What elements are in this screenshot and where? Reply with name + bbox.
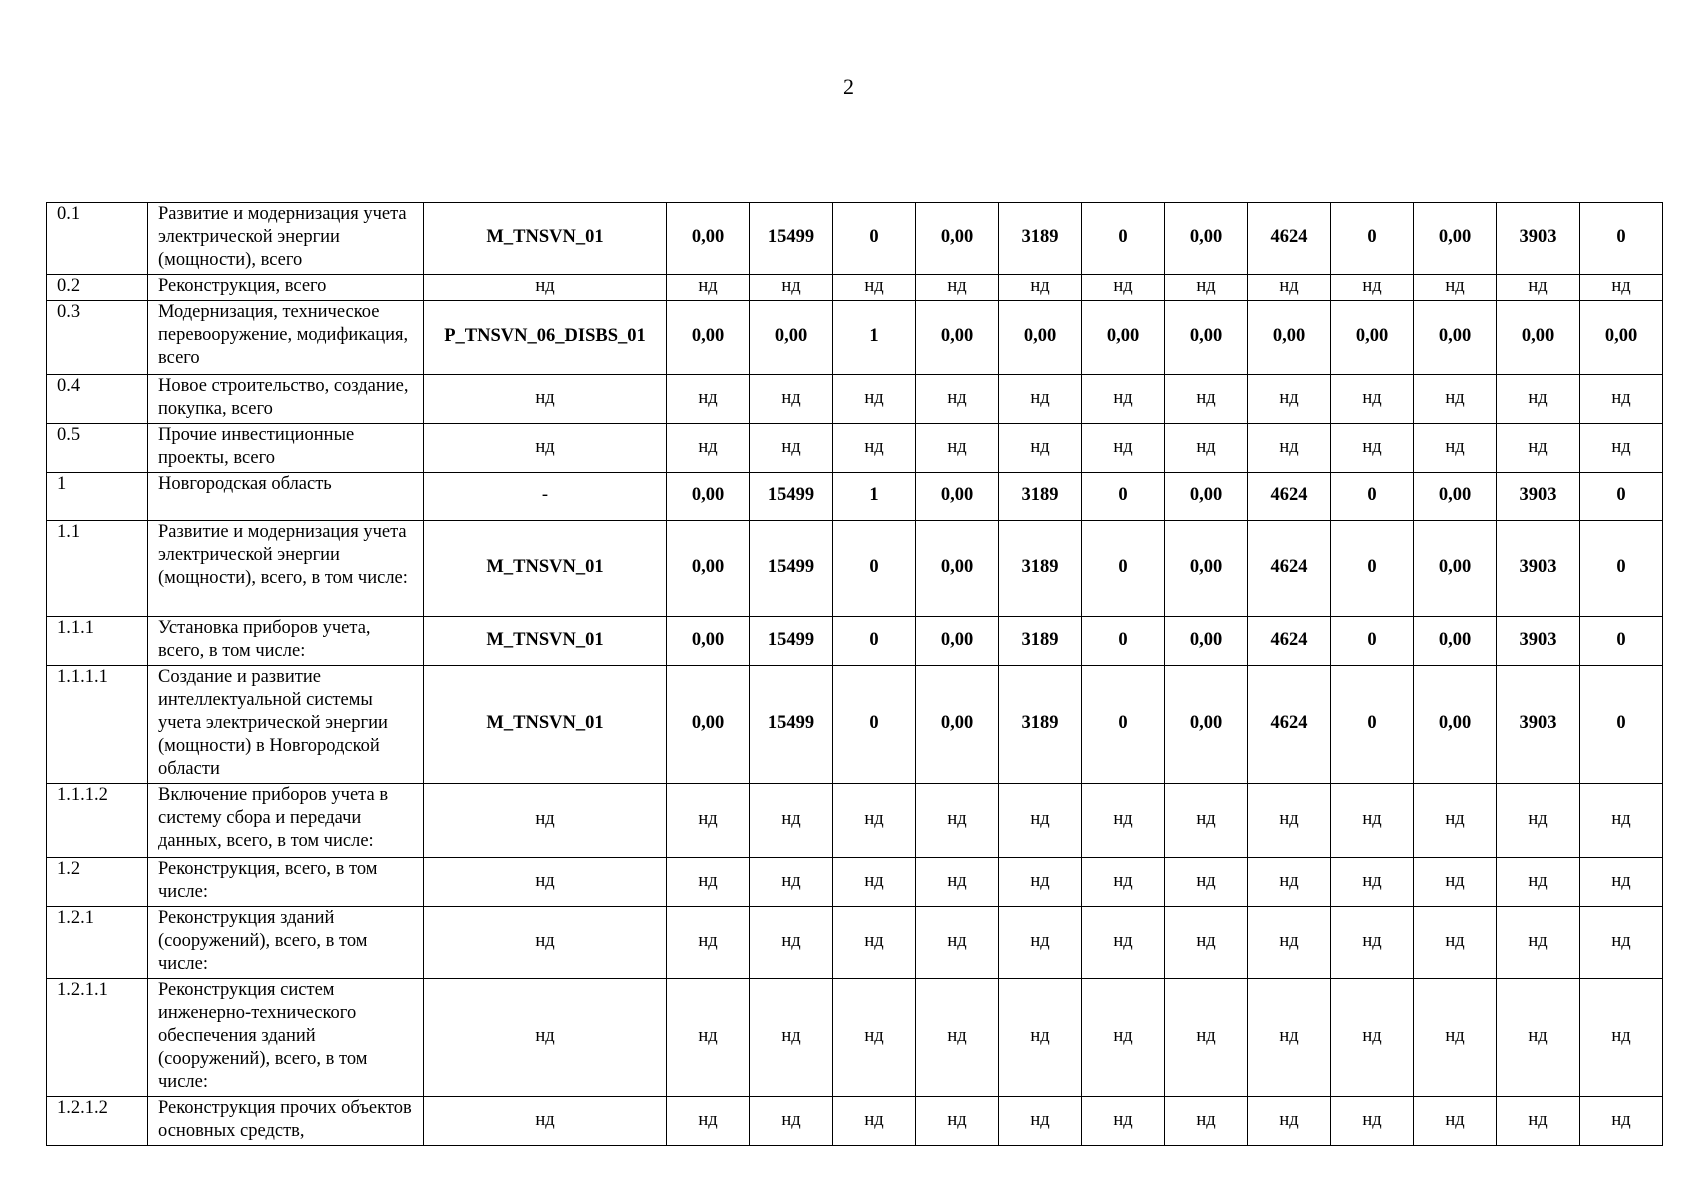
value-cell: 0 — [833, 666, 916, 784]
value-cell: 0,00 — [916, 521, 999, 617]
value-cell: 3903 — [1497, 617, 1580, 666]
value-cell: 0 — [1580, 473, 1663, 521]
table-row — [47, 473, 1663, 521]
row-name-cell: Развитие и модернизация учета электрической энергии (мощности), всего — [148, 203, 424, 275]
value-cell: 0 — [1082, 203, 1165, 275]
value-cell: нд — [1082, 858, 1165, 907]
row-number-cell: 0.1 — [47, 203, 148, 275]
table-row — [47, 1097, 1663, 1146]
value-cell: 0,00 — [1165, 203, 1248, 275]
value-cell: нд — [1414, 375, 1497, 424]
row-number-cell: 0.5 — [47, 424, 148, 473]
value-cell: нд — [750, 424, 833, 473]
row-name-cell: Реконструкция, всего — [148, 275, 424, 301]
value-cell: 0,00 — [916, 666, 999, 784]
table-row — [47, 784, 1663, 858]
value-cell: нд — [1580, 979, 1663, 1097]
row-number-cell: 1.2.1.1 — [47, 979, 148, 1097]
value-cell: 0,00 — [1331, 301, 1414, 375]
value-cell: нд — [1165, 1097, 1248, 1146]
value-cell: 0 — [1082, 617, 1165, 666]
value-cell: нд — [999, 858, 1082, 907]
table-body — [47, 203, 1663, 1146]
value-cell: 4624 — [1248, 666, 1331, 784]
value-cell: 0,00 — [667, 617, 750, 666]
value-cell: нд — [1414, 979, 1497, 1097]
value-cell: нд — [1580, 907, 1663, 979]
value-cell: нд — [1414, 275, 1497, 301]
value-cell: нд — [833, 1097, 916, 1146]
value-cell: 0 — [1580, 666, 1663, 784]
value-cell: 0 — [1331, 666, 1414, 784]
value-cell: 0,00 — [1414, 473, 1497, 521]
value-cell: нд — [1248, 1097, 1331, 1146]
value-cell: 0,00 — [1165, 301, 1248, 375]
value-cell: 1 — [833, 473, 916, 521]
value-cell: 0,00 — [1497, 301, 1580, 375]
value-cell: нд — [750, 275, 833, 301]
value-cell: 0,00 — [1414, 666, 1497, 784]
value-cell: 0,00 — [916, 203, 999, 275]
value-cell: нд — [1248, 907, 1331, 979]
value-cell: нд — [833, 979, 916, 1097]
value-cell: нд — [1414, 907, 1497, 979]
value-cell: нд — [667, 858, 750, 907]
value-cell: нд — [1414, 1097, 1497, 1146]
row-number-cell: 1.2.1.2 — [47, 1097, 148, 1146]
value-cell: 0,00 — [1414, 617, 1497, 666]
value-cell: нд — [999, 275, 1082, 301]
row-number-cell: 1.1.1.2 — [47, 784, 148, 858]
value-cell: нд — [1082, 979, 1165, 1097]
row-number-cell: 1.2 — [47, 858, 148, 907]
value-cell: нд — [1248, 979, 1331, 1097]
row-name-cell: Реконструкция систем инженерно-технического обеспечения зданий (сооружений), всего, в том числе: — [148, 979, 424, 1097]
row-number-cell: 1.1 — [47, 521, 148, 617]
row-number-cell: 0.4 — [47, 375, 148, 424]
project-id-cell: нд — [424, 979, 667, 1097]
value-cell: нд — [999, 907, 1082, 979]
value-cell: нд — [1580, 424, 1663, 473]
value-cell: нд — [1331, 784, 1414, 858]
value-cell: нд — [916, 275, 999, 301]
project-id-cell: P_TNSVN_06_DISBS_01 — [424, 301, 667, 375]
project-id-cell: нд — [424, 375, 667, 424]
row-name-cell: Новгородская область — [148, 473, 424, 521]
value-cell: 4624 — [1248, 521, 1331, 617]
value-cell: нд — [1082, 1097, 1165, 1146]
value-cell: нд — [833, 858, 916, 907]
value-cell: нд — [916, 979, 999, 1097]
value-cell: нд — [1082, 907, 1165, 979]
value-cell: 0,00 — [1165, 521, 1248, 617]
row-name-cell: Реконструкция зданий (сооружений), всего, в том числе: — [148, 907, 424, 979]
value-cell: нд — [1331, 375, 1414, 424]
value-cell: нд — [1082, 784, 1165, 858]
value-cell: нд — [1165, 275, 1248, 301]
value-cell: нд — [1165, 784, 1248, 858]
table-row — [47, 858, 1663, 907]
value-cell: нд — [1580, 1097, 1663, 1146]
value-cell: нд — [1331, 858, 1414, 907]
value-cell: 0,00 — [916, 301, 999, 375]
value-cell: нд — [833, 424, 916, 473]
value-cell: нд — [1497, 275, 1580, 301]
value-cell: 0 — [1331, 203, 1414, 275]
table-row — [47, 301, 1663, 375]
row-number-cell: 1.1.1.1 — [47, 666, 148, 784]
value-cell: нд — [1082, 424, 1165, 473]
value-cell: нд — [916, 907, 999, 979]
value-cell: нд — [1331, 907, 1414, 979]
value-cell: 0,00 — [667, 473, 750, 521]
value-cell: нд — [667, 1097, 750, 1146]
value-cell: 0 — [1082, 473, 1165, 521]
value-cell: нд — [999, 979, 1082, 1097]
value-cell: нд — [1082, 375, 1165, 424]
value-cell: нд — [916, 1097, 999, 1146]
value-cell: нд — [1165, 858, 1248, 907]
value-cell: 0 — [1331, 617, 1414, 666]
value-cell: 0 — [833, 203, 916, 275]
row-name-cell: Создание и развитие интеллектуальной системы учета электрической энергии (мощности) в Новгородской области — [148, 666, 424, 784]
row-number-cell: 0.2 — [47, 275, 148, 301]
value-cell: 0,00 — [1082, 301, 1165, 375]
value-cell: нд — [1414, 424, 1497, 473]
value-cell: нд — [667, 275, 750, 301]
value-cell: 0,00 — [667, 203, 750, 275]
row-name-cell: Реконструкция прочих объектов основных средств, — [148, 1097, 424, 1146]
value-cell: 15499 — [750, 473, 833, 521]
value-cell: 0 — [1082, 521, 1165, 617]
value-cell: 3903 — [1497, 203, 1580, 275]
value-cell: нд — [1331, 424, 1414, 473]
value-cell: нд — [916, 424, 999, 473]
row-number-cell: 1 — [47, 473, 148, 521]
value-cell: 0 — [1580, 203, 1663, 275]
value-cell: нд — [750, 375, 833, 424]
row-name-cell: Включение приборов учета в систему сбора и передачи данных, всего, в том числе: — [148, 784, 424, 858]
row-name-cell: Прочие инвестиционные проекты, всего — [148, 424, 424, 473]
value-cell: 15499 — [750, 521, 833, 617]
value-cell: нд — [916, 375, 999, 424]
value-cell: нд — [1248, 784, 1331, 858]
value-cell: 3903 — [1497, 521, 1580, 617]
value-cell: нд — [750, 907, 833, 979]
value-cell: нд — [1248, 275, 1331, 301]
project-id-cell: нд — [424, 784, 667, 858]
table-row — [47, 521, 1663, 617]
value-cell: 3189 — [999, 203, 1082, 275]
project-id-cell: нд — [424, 424, 667, 473]
project-id-cell: M_TNSVN_01 — [424, 617, 667, 666]
value-cell: нд — [1497, 907, 1580, 979]
value-cell: нд — [750, 858, 833, 907]
table-row — [47, 203, 1663, 275]
value-cell: нд — [1497, 858, 1580, 907]
table-row — [47, 375, 1663, 424]
value-cell: 0,00 — [667, 666, 750, 784]
row-name-cell: Реконструкция, всего, в том числе: — [148, 858, 424, 907]
value-cell: нд — [916, 858, 999, 907]
value-cell: 4624 — [1248, 617, 1331, 666]
value-cell: 3903 — [1497, 666, 1580, 784]
project-id-cell: - — [424, 473, 667, 521]
value-cell: 0,00 — [1414, 521, 1497, 617]
value-cell: нд — [999, 1097, 1082, 1146]
value-cell: 4624 — [1248, 203, 1331, 275]
investment-table — [46, 202, 1663, 1146]
value-cell: нд — [667, 784, 750, 858]
value-cell: 0,00 — [667, 301, 750, 375]
value-cell: нд — [1580, 858, 1663, 907]
value-cell: 0,00 — [1414, 301, 1497, 375]
project-id-cell: нд — [424, 1097, 667, 1146]
value-cell: нд — [999, 784, 1082, 858]
value-cell: 0 — [833, 617, 916, 666]
value-cell: нд — [1331, 275, 1414, 301]
value-cell: нд — [999, 424, 1082, 473]
value-cell: 0,00 — [667, 521, 750, 617]
value-cell: нд — [1497, 375, 1580, 424]
value-cell: 0,00 — [1165, 473, 1248, 521]
value-cell: 0 — [1082, 666, 1165, 784]
row-name-cell: Развитие и модернизация учета электрической энергии (мощности), всего, в том числе: — [148, 521, 424, 617]
value-cell: нд — [999, 375, 1082, 424]
value-cell: нд — [833, 275, 916, 301]
value-cell: нд — [1497, 424, 1580, 473]
table-row — [47, 424, 1663, 473]
value-cell: 0,00 — [1165, 666, 1248, 784]
value-cell: 15499 — [750, 617, 833, 666]
value-cell: 0,00 — [1580, 301, 1663, 375]
value-cell: 0,00 — [916, 473, 999, 521]
project-id-cell: нд — [424, 275, 667, 301]
value-cell: нд — [1165, 979, 1248, 1097]
value-cell: 0,00 — [1248, 301, 1331, 375]
row-name-cell: Модернизация, техническое перевооружение, модификация, всего — [148, 301, 424, 375]
value-cell: нд — [667, 375, 750, 424]
value-cell: 3189 — [999, 666, 1082, 784]
value-cell: нд — [667, 424, 750, 473]
value-cell: 0 — [1580, 617, 1663, 666]
table-row — [47, 979, 1663, 1097]
project-id-cell: M_TNSVN_01 — [424, 666, 667, 784]
value-cell: нд — [1580, 784, 1663, 858]
value-cell: 4624 — [1248, 473, 1331, 521]
value-cell: нд — [750, 979, 833, 1097]
value-cell: нд — [1497, 979, 1580, 1097]
table-row — [47, 617, 1663, 666]
value-cell: нд — [916, 784, 999, 858]
project-id-cell: M_TNSVN_01 — [424, 521, 667, 617]
value-cell: нд — [1580, 275, 1663, 301]
value-cell: 1 — [833, 301, 916, 375]
value-cell: нд — [1331, 1097, 1414, 1146]
row-number-cell: 1.2.1 — [47, 907, 148, 979]
value-cell: нд — [1248, 375, 1331, 424]
row-number-cell: 0.3 — [47, 301, 148, 375]
table-row — [47, 907, 1663, 979]
value-cell: 0,00 — [1414, 203, 1497, 275]
value-cell: нд — [1165, 424, 1248, 473]
project-id-cell: нд — [424, 858, 667, 907]
value-cell: 0 — [1331, 473, 1414, 521]
value-cell: нд — [833, 375, 916, 424]
value-cell: нд — [1331, 979, 1414, 1097]
value-cell: нд — [833, 907, 916, 979]
value-cell: 0,00 — [999, 301, 1082, 375]
value-cell: нд — [667, 907, 750, 979]
value-cell: нд — [750, 784, 833, 858]
project-id-cell: нд — [424, 907, 667, 979]
table-row — [47, 666, 1663, 784]
value-cell: 0,00 — [1165, 617, 1248, 666]
value-cell: 0,00 — [750, 301, 833, 375]
value-cell: нд — [667, 979, 750, 1097]
value-cell: нд — [833, 784, 916, 858]
value-cell: нд — [750, 1097, 833, 1146]
value-cell: 3189 — [999, 521, 1082, 617]
value-cell: нд — [1580, 375, 1663, 424]
value-cell: 15499 — [750, 666, 833, 784]
value-cell: нд — [1497, 784, 1580, 858]
value-cell: 0 — [1580, 521, 1663, 617]
value-cell: нд — [1497, 1097, 1580, 1146]
row-name-cell: Установка приборов учета, всего, в том числе: — [148, 617, 424, 666]
value-cell: 15499 — [750, 203, 833, 275]
value-cell: 0 — [1331, 521, 1414, 617]
value-cell: 0,00 — [916, 617, 999, 666]
value-cell: нд — [1414, 858, 1497, 907]
project-id-cell: M_TNSVN_01 — [424, 203, 667, 275]
value-cell: нд — [1248, 424, 1331, 473]
value-cell: нд — [1165, 907, 1248, 979]
row-number-cell: 1.1.1 — [47, 617, 148, 666]
row-name-cell: Новое строительство, создание, покупка, всего — [148, 375, 424, 424]
value-cell: нд — [1248, 858, 1331, 907]
page-number: 2 — [843, 74, 854, 99]
table-row — [47, 275, 1663, 301]
value-cell: 3189 — [999, 617, 1082, 666]
value-cell: 3903 — [1497, 473, 1580, 521]
value-cell: нд — [1082, 275, 1165, 301]
value-cell: нд — [1165, 375, 1248, 424]
value-cell: 0 — [833, 521, 916, 617]
value-cell: нд — [1414, 784, 1497, 858]
value-cell: 3189 — [999, 473, 1082, 521]
